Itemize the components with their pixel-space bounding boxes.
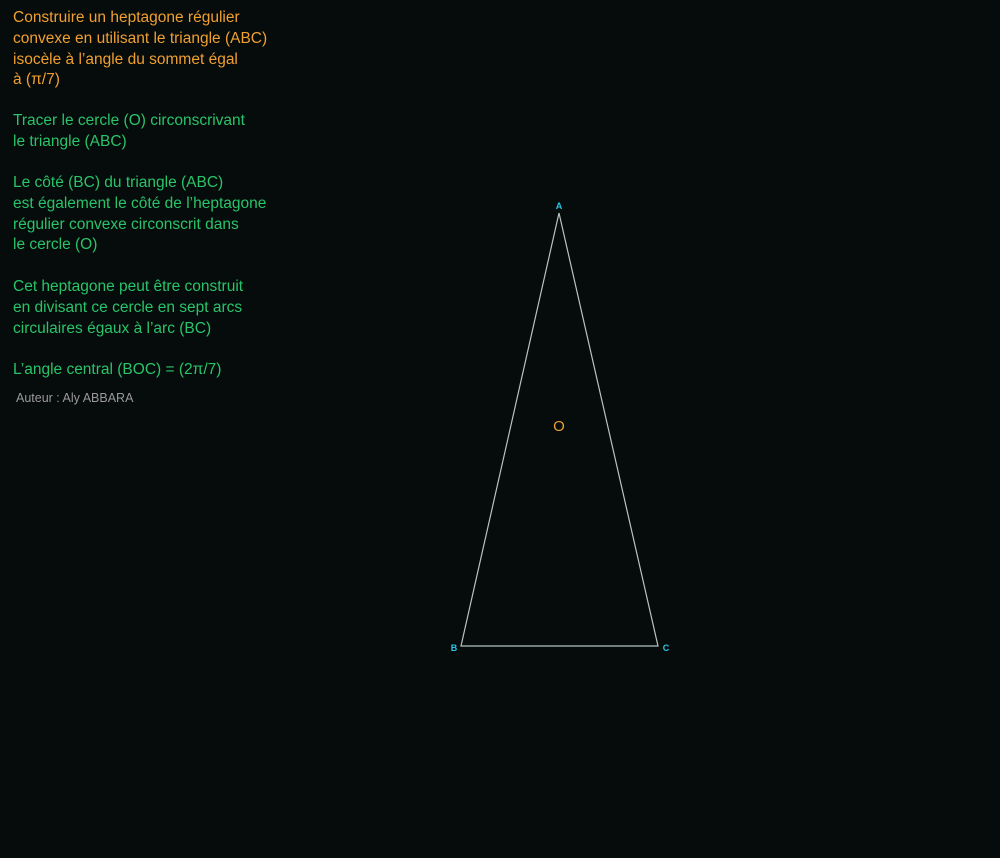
author-credit: Auteur : Aly ABBARA	[16, 391, 134, 405]
intro-text: Construire un heptagone régulier convexe en utilisant le triangle (ABC) isocèle à l’angle du sommet égal à (π/7)	[13, 9, 268, 89]
step-circle-text: Tracer le cercle (O) circonscrivant le triangle (ABC)	[13, 112, 245, 150]
vertex-label-b: B	[450, 643, 458, 653]
vertex-label-a: A	[555, 201, 563, 211]
step-division-text: Cet heptagone peut être construit en divisant ce cercle en sept arcs circulaires égaux à l’arc (BC)	[13, 278, 244, 337]
center-label-o: O	[553, 418, 565, 435]
vertex-label-c: C	[662, 643, 670, 653]
step-angle-text: L’angle central (BOC) = (2π/7)	[13, 361, 222, 378]
step-side-text: Le côté (BC) du triangle (ABC) est également le côté de l’heptagone régulier convexe circonscrit dans le cercle (O)	[13, 174, 267, 254]
